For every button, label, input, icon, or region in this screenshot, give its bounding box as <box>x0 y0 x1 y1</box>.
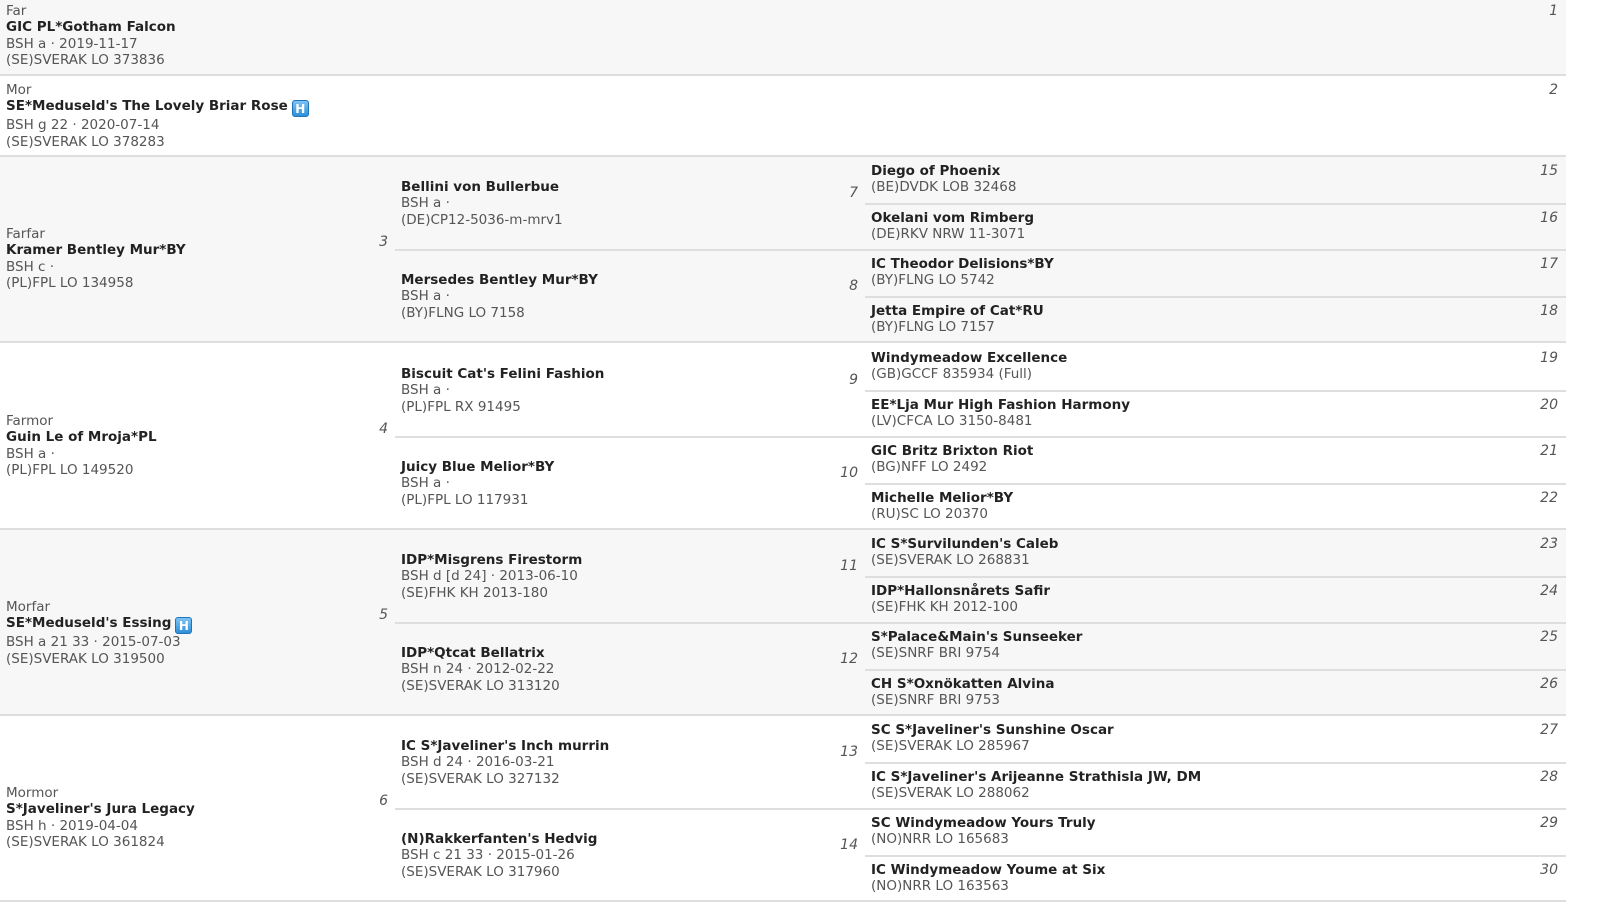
registration-number-text: (BY)FLNG LO 7157 <box>871 318 995 335</box>
cat-name-text[interactable]: IC S*Javeliner's Inch murrin <box>401 738 610 754</box>
position-number: 24 <box>1540 582 1558 599</box>
registration-number-text: (PL)FPL LO 149520 <box>6 461 134 478</box>
registration-number-text: (BE)DVDK LOB 32468 <box>871 179 1017 196</box>
cat-name-text[interactable]: Guin Le of Mroja*PL <box>6 429 157 446</box>
cat-info <box>401 288 598 304</box>
position-number: 3 <box>379 234 388 250</box>
cat-entry <box>871 862 1105 895</box>
registration-number <box>871 599 1050 615</box>
registration-number <box>871 506 1013 522</box>
cat-name[interactable] <box>6 19 176 35</box>
cat-info-text: BSH c · <box>6 258 55 275</box>
row-divider <box>865 622 1566 624</box>
registration-number <box>871 319 1044 335</box>
row-divider <box>865 203 1566 205</box>
cat-name-text[interactable]: EE*Lja Mur High Fashion Harmony <box>871 396 1131 413</box>
cat-info <box>401 195 563 211</box>
registration-number-text: (PL)FPL RX 91495 <box>401 398 521 415</box>
row-divider <box>865 249 1566 251</box>
cat-name-text[interactable]: Windymeadow Excellence <box>871 350 1068 366</box>
registration-number-text: (SE)SVERAK LO 313120 <box>401 677 560 694</box>
cat-name-text[interactable]: IDP*Misgrens Firestorm <box>401 552 583 568</box>
position-number: 15 <box>1540 163 1558 179</box>
position-number: 17 <box>1540 256 1558 272</box>
cat-info <box>6 36 176 52</box>
hospital-h-icon: H <box>175 617 192 634</box>
cat-name[interactable] <box>871 350 1067 366</box>
cat-info-text: BSH a · <box>401 475 450 492</box>
hospital-h-icon: H <box>292 100 309 117</box>
cat-entry <box>6 3 176 68</box>
cat-name-text[interactable]: Jetta Empire of Cat*RU <box>871 302 1044 319</box>
position-number: 19 <box>1540 350 1558 366</box>
registration-number-text: (SE)SVERAK LO 378283 <box>6 133 165 150</box>
row-divider <box>865 762 1566 764</box>
registration-number-text: (SE)SNRF BRI 9754 <box>871 645 1001 662</box>
cat-entry <box>871 490 1013 523</box>
cat-name[interactable] <box>871 397 1130 413</box>
cat-info-text: BSH a · <box>401 195 450 212</box>
cat-name-text[interactable]: Juicy Blue Melior*BY <box>401 459 555 475</box>
cat-name[interactable] <box>401 738 609 754</box>
position-number: 29 <box>1540 815 1558 831</box>
registration-number <box>871 366 1067 382</box>
relation-label <box>6 226 186 242</box>
cat-entry <box>401 366 604 415</box>
registration-number <box>871 459 1033 475</box>
registration-number-text: (BY)FLNG LO 5742 <box>871 272 995 289</box>
registration-number-text: (NO)NRR LO 165683 <box>871 831 1009 848</box>
cat-info-text: BSH d [d 24] · 2013-06-10 <box>401 568 578 585</box>
registration-number-text: (DE)CP12-5036-m-mrv1 <box>401 211 563 228</box>
cat-name-text[interactable]: Michelle Melior*BY <box>871 489 1014 506</box>
relation-label <box>6 599 192 615</box>
position-number: 16 <box>1540 209 1558 226</box>
cat-entry <box>871 815 1096 848</box>
cat-entry <box>871 210 1034 243</box>
cat-name-text[interactable]: Kramer Bentley Mur*BY <box>6 242 186 259</box>
row-divider <box>865 436 1566 438</box>
cat-entry <box>6 413 157 478</box>
registration-number <box>6 275 186 291</box>
cat-info-text: BSH a · <box>401 382 450 399</box>
row-divider <box>865 483 1566 485</box>
cat-name[interactable] <box>401 272 598 288</box>
registration-number <box>6 462 157 478</box>
cat-name[interactable] <box>6 429 157 445</box>
cat-entry <box>401 179 563 228</box>
cat-name[interactable] <box>401 552 582 568</box>
cat-name[interactable] <box>871 443 1033 459</box>
registration-number <box>6 834 195 850</box>
position-number: 4 <box>379 421 388 437</box>
position-number: 2 <box>1549 82 1558 98</box>
registration-number-text: (SE)SVERAK LO 288062 <box>871 784 1030 801</box>
position-number: 18 <box>1540 302 1558 319</box>
cat-entry <box>871 536 1058 569</box>
registration-number-text: (SE)FHK KH 2012-100 <box>871 598 1018 615</box>
cat-entry <box>6 226 186 291</box>
cat-name-text[interactable]: IC S*Javeliner's Arijeanne Strathisla JW, DM <box>871 768 1202 785</box>
cat-name[interactable] <box>871 536 1058 552</box>
registration-number-text: (NO)NRR LO 163563 <box>871 877 1009 894</box>
row-divider <box>865 669 1566 671</box>
cat-entry <box>401 645 560 694</box>
row-divider <box>865 296 1566 298</box>
registration-number-text: (SE)FHK KH 2013-180 <box>401 584 548 601</box>
registration-number-text: (BG)NFF LO 2492 <box>871 459 988 476</box>
cat-info <box>6 446 157 462</box>
position-number: 7 <box>849 185 858 201</box>
registration-number-text: (SE)SVERAK LO 317960 <box>401 863 560 880</box>
cat-info-text: BSH h · 2019-04-04 <box>6 817 138 834</box>
position-number: 11 <box>840 558 858 574</box>
registration-number-text: (LV)CFCA LO 3150-8481 <box>871 412 1033 429</box>
pedigree-cell <box>0 0 1566 75</box>
cat-name-text[interactable]: IC Windymeadow Youme at Six <box>871 861 1106 878</box>
cat-name[interactable] <box>6 242 186 258</box>
cat-name-text[interactable]: IDP*Hallonsnårets Safir <box>871 582 1050 599</box>
position-number: 21 <box>1540 443 1558 459</box>
registration-number <box>871 785 1201 801</box>
position-number: 30 <box>1540 861 1558 878</box>
cat-info <box>6 117 309 133</box>
row-divider <box>865 576 1566 578</box>
registration-number <box>871 692 1054 708</box>
position-number: 20 <box>1540 396 1558 413</box>
position-number: 26 <box>1540 675 1558 692</box>
cat-entry <box>871 303 1044 336</box>
cat-name-text[interactable]: IDP*Qtcat Bellatrix <box>401 645 545 661</box>
cat-name[interactable] <box>871 583 1050 599</box>
cat-info <box>401 475 554 491</box>
registration-number <box>871 645 1082 661</box>
cat-entry <box>871 256 1054 289</box>
cat-name-text[interactable]: Okelani vom Rimberg <box>871 209 1034 226</box>
registration-number-text: (SE)SVERAK LO 373836 <box>6 51 165 68</box>
cat-info <box>6 259 186 275</box>
registration-number <box>871 552 1058 568</box>
cat-name[interactable] <box>401 645 560 661</box>
cat-info <box>401 568 582 584</box>
relation-label-text: Mormor <box>6 785 59 801</box>
cat-entry <box>401 459 554 508</box>
registration-number-text: (SE)SVERAK LO 319500 <box>6 650 165 667</box>
cat-name[interactable] <box>401 831 597 847</box>
position-number: 8 <box>849 278 858 294</box>
cat-entry <box>401 272 598 321</box>
cat-entry <box>401 552 582 601</box>
cat-info <box>6 634 192 650</box>
cat-info <box>401 847 597 863</box>
cat-entry <box>871 629 1082 662</box>
cat-entry <box>6 82 309 150</box>
registration-number-text: (SE)SVERAK LO 327132 <box>401 770 560 787</box>
registration-number-text: (SE)SVERAK LO 268831 <box>871 552 1030 569</box>
cat-info-text: BSH a · <box>6 445 55 462</box>
cat-info-text: BSH g 22 · 2020-07-14 <box>6 117 160 134</box>
registration-number <box>401 771 609 787</box>
cat-entry <box>6 599 192 667</box>
registration-number-text: (PL)FPL LO 117931 <box>401 491 529 508</box>
cat-entry <box>871 722 1114 755</box>
cat-info-text: BSH d 24 · 2016-03-21 <box>401 754 555 771</box>
position-number: 22 <box>1540 489 1558 506</box>
position-number: 28 <box>1540 768 1558 785</box>
registration-number <box>6 651 192 667</box>
registration-number <box>401 212 563 228</box>
cat-name[interactable] <box>6 615 192 634</box>
relation-label <box>6 785 195 801</box>
cat-name[interactable] <box>871 490 1013 506</box>
cat-name[interactable] <box>401 459 554 475</box>
cat-name[interactable] <box>6 801 195 817</box>
position-number: 27 <box>1540 722 1558 738</box>
relation-label <box>6 413 157 429</box>
cat-name-text[interactable]: Diego of Phoenix <box>871 163 1001 179</box>
registration-number-text: (SE)SNRF BRI 9753 <box>871 691 1001 708</box>
row-divider <box>865 390 1566 392</box>
position-number: 14 <box>840 837 858 853</box>
cat-entry <box>871 163 1016 196</box>
position-number: 13 <box>840 744 858 760</box>
cat-entry <box>871 397 1130 430</box>
relation-label-text: Mor <box>6 82 32 98</box>
cat-info <box>401 382 604 398</box>
relation-label-text: Far <box>6 3 27 19</box>
cat-name[interactable] <box>401 366 604 382</box>
cat-entry <box>871 583 1050 616</box>
registration-number <box>871 831 1096 847</box>
cat-name[interactable] <box>871 210 1034 226</box>
row-divider <box>865 855 1566 857</box>
row-divider <box>0 341 1566 343</box>
cat-name[interactable] <box>871 676 1054 692</box>
registration-number-text: (DE)RKV NRW 11-3071 <box>871 225 1026 242</box>
registration-number-text: (GB)GCCF 835934 (Full) <box>871 366 1033 383</box>
cat-name[interactable] <box>871 303 1044 319</box>
position-number: 6 <box>379 793 388 809</box>
relation-label-text: Morfar <box>6 599 51 615</box>
cat-name-text[interactable]: GIC Britz Brixton Riot <box>871 443 1034 459</box>
cat-info-text: BSH a 21 33 · 2015-07-03 <box>6 634 181 651</box>
registration-number <box>401 399 604 415</box>
cat-entry <box>871 769 1201 802</box>
cat-name-text[interactable]: (N)Rakkerfanten's Hedvig <box>401 831 598 847</box>
cat-name-text[interactable]: SC Windymeadow Yours Truly <box>871 815 1096 831</box>
relation-label <box>6 3 176 19</box>
cat-info <box>401 754 609 770</box>
registration-number <box>871 226 1034 242</box>
position-number: 12 <box>840 651 858 667</box>
cat-info <box>401 661 560 677</box>
cat-info <box>6 818 195 834</box>
row-divider <box>865 808 1566 810</box>
cat-info-text: BSH n 24 · 2012-02-22 <box>401 661 555 678</box>
cat-info-text: BSH a · 2019-11-17 <box>6 35 138 52</box>
cat-name-text[interactable]: S*Javeliner's Jura Legacy <box>6 801 195 818</box>
cat-name-text[interactable]: SE*Meduseld's Essing <box>6 615 172 632</box>
registration-number <box>871 272 1054 288</box>
cat-info-text: BSH c 21 33 · 2015-01-26 <box>401 847 575 864</box>
cat-name-text[interactable]: CH S*Oxnökatten Alvina <box>871 675 1055 692</box>
registration-number <box>871 738 1114 754</box>
cat-entry <box>401 738 609 787</box>
cat-name-text[interactable]: Bellini von Bullerbue <box>401 179 560 195</box>
registration-number-text: (RU)SC LO 20370 <box>871 505 988 522</box>
cat-name[interactable] <box>871 769 1201 785</box>
registration-number <box>401 864 597 880</box>
position-number: 1 <box>1549 3 1558 19</box>
cat-name[interactable] <box>871 256 1054 272</box>
cat-name-text[interactable]: Biscuit Cat's Felini Fashion <box>401 366 605 382</box>
cat-name[interactable] <box>6 98 309 117</box>
registration-number <box>871 179 1016 195</box>
registration-number-text: (SE)SVERAK LO 361824 <box>6 833 165 850</box>
relation-label-text: Farfar <box>6 226 45 242</box>
registration-number <box>6 52 176 68</box>
cat-entry <box>871 676 1054 709</box>
registration-number <box>6 134 309 150</box>
cat-name-text[interactable]: SC S*Javeliner's Sunshine Oscar <box>871 722 1114 738</box>
position-number: 25 <box>1540 629 1558 645</box>
cat-entry <box>401 831 597 880</box>
cat-name[interactable] <box>871 722 1114 738</box>
registration-number <box>871 878 1105 894</box>
cat-name-text[interactable]: IC Theodor Delisions*BY <box>871 256 1054 272</box>
cat-name[interactable] <box>401 179 563 195</box>
relation-label <box>6 82 309 98</box>
cat-entry <box>6 785 195 850</box>
registration-number <box>871 413 1130 429</box>
cat-name[interactable] <box>871 163 1016 179</box>
cat-name[interactable] <box>871 815 1096 831</box>
cat-entry <box>871 350 1067 383</box>
relation-label-text: Farmor <box>6 413 54 429</box>
cat-name-text[interactable]: S*Palace&Main's Sunseeker <box>871 629 1083 645</box>
cat-name-text[interactable]: IC S*Survilunden's Caleb <box>871 536 1059 552</box>
cat-name-text[interactable]: SE*Meduseld's The Lovely Briar Rose <box>6 98 288 115</box>
registration-number <box>401 492 554 508</box>
cat-info-text: BSH a · <box>401 288 450 305</box>
cat-name-text[interactable]: Mersedes Bentley Mur*BY <box>401 272 598 288</box>
row-divider <box>0 900 1566 902</box>
cat-name[interactable] <box>871 629 1082 645</box>
position-number: 10 <box>840 465 858 481</box>
registration-number <box>401 585 582 601</box>
registration-number-text: (SE)SVERAK LO 285967 <box>871 738 1030 755</box>
registration-number-text: (BY)FLNG LO 7158 <box>401 304 525 321</box>
registration-number <box>401 678 560 694</box>
position-number: 5 <box>379 607 388 623</box>
cat-entry <box>871 443 1033 476</box>
position-number: 9 <box>849 372 858 388</box>
position-number: 23 <box>1540 536 1558 552</box>
cat-name[interactable] <box>871 862 1105 878</box>
cat-name-text[interactable]: GIC PL*Gotham Falcon <box>6 19 176 36</box>
registration-number-text: (PL)FPL LO 134958 <box>6 274 134 291</box>
registration-number <box>401 305 598 321</box>
